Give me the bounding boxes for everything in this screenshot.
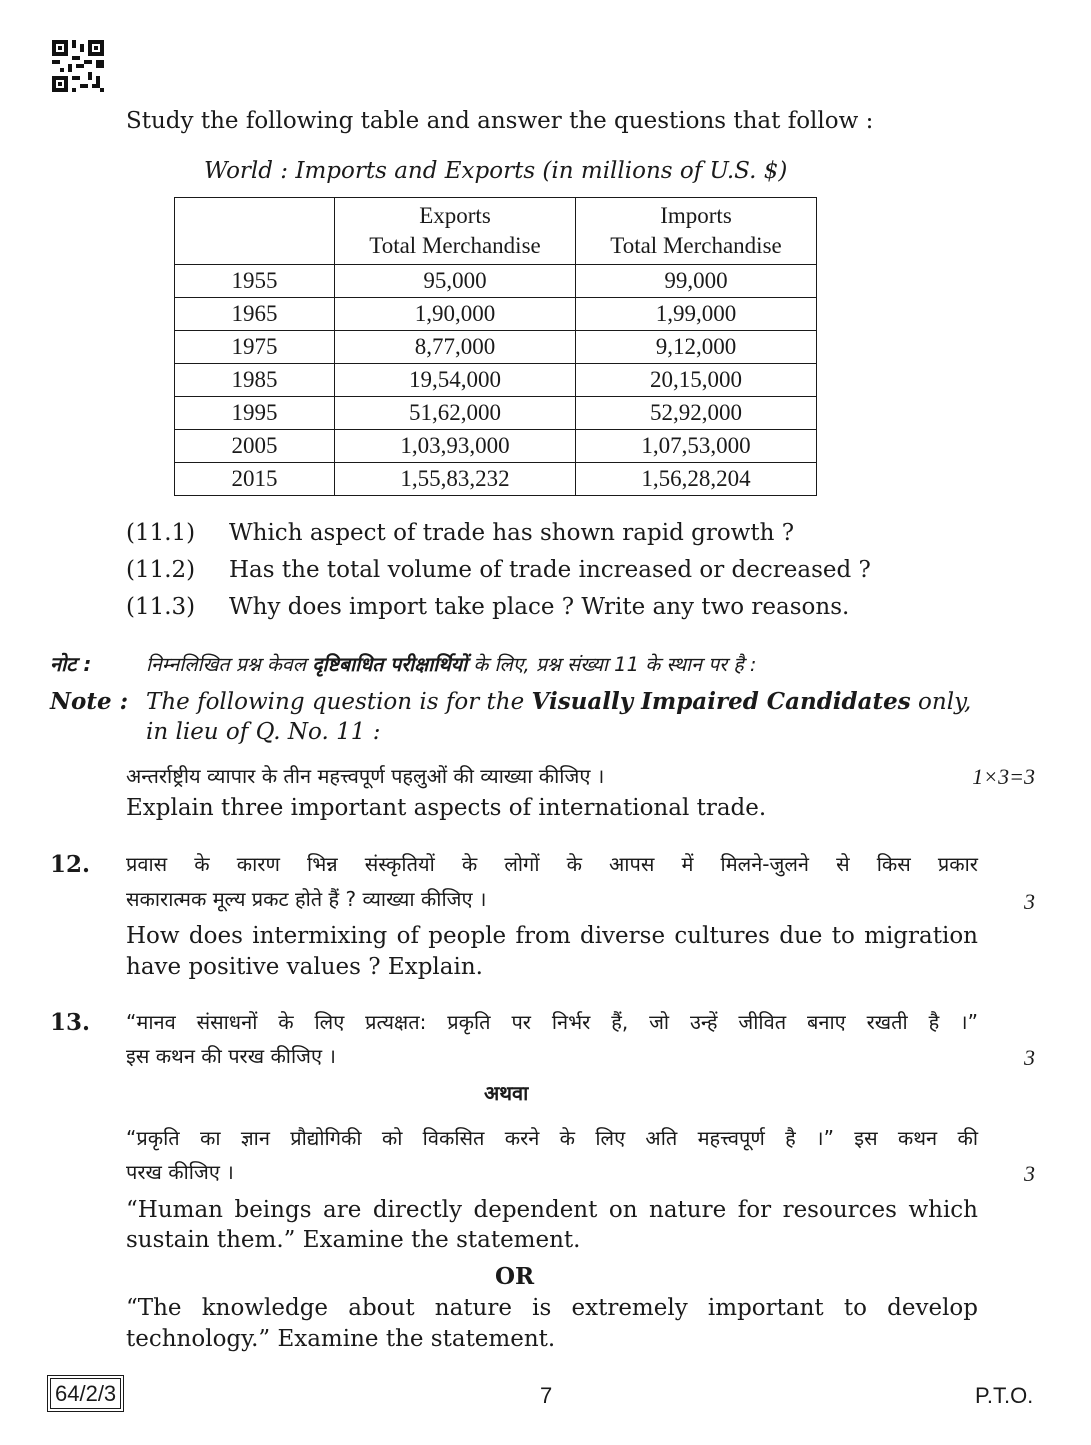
- table-header-imports: Imports Total Merchandise: [576, 198, 817, 265]
- table-row: 2015 1,55,83,232 1,56,28,204: [175, 463, 817, 496]
- page-number: 7: [540, 1383, 553, 1408]
- table-row: 1985 19,54,000 20,15,000: [175, 364, 817, 397]
- subq-text: Which aspect of trade has shown rapid growth ?: [229, 520, 795, 546]
- table-row: 2005 1,03,93,000 1,07,53,000: [175, 430, 817, 463]
- table-header-exports: Exports Total Merchandise: [335, 198, 576, 265]
- table-caption: World : Imports and Exports (in millions of U.S. $): [204, 158, 788, 184]
- table-header-empty: [175, 198, 335, 265]
- subq-num: (11.1): [126, 520, 196, 546]
- note-hi-text: निम्नलिखित प्रश्न केवल दृष्टिबाधित परीक्षार्थियों के लिए, प्रश्न संख्या 11 के स्थान पर है :: [146, 653, 757, 676]
- q13-hi-line2: इस कथन की परख कीजिए ।: [126, 1044, 337, 1068]
- qr-code: [52, 40, 104, 92]
- q13-marks-1: 3: [1024, 1045, 1035, 1070]
- note-en-text: The following question is for the Visually Impaired Candidates only,: [146, 688, 972, 715]
- q12-marks: 3: [1024, 889, 1035, 914]
- q13-en-line2: sustain them.” Examine the statement.: [126, 1227, 581, 1253]
- subq-num: (11.2): [126, 557, 196, 583]
- q13-number: 13.: [50, 1009, 91, 1036]
- paper-code: 64/2/3: [50, 1381, 121, 1407]
- vi-question-hi: अन्तर्राष्ट्रीय व्यापार के तीन महत्त्वपूर्ण पहलुओं की व्याख्या कीजिए ।: [126, 764, 605, 788]
- q12-hi-line2: सकारात्मक मूल्य प्रकट होते हैं ? व्याख्या कीजिए ।: [126, 887, 487, 911]
- q12-en-line2: have positive values ? Explain.: [126, 954, 483, 980]
- table-row: 1955 95,000 99,000: [175, 265, 817, 298]
- table-row: 1995 51,62,000 52,92,000: [175, 397, 817, 430]
- q13-marks-2: 3: [1024, 1161, 1035, 1186]
- q13-en-line3: “The knowledge about nature is extremely important to develop: [126, 1295, 978, 1321]
- table-row: 1965 1,90,000 1,99,000: [175, 298, 817, 331]
- subq-num: (11.3): [126, 594, 196, 620]
- q13-or-hi: अथवा: [484, 1081, 529, 1105]
- q12-number: 12.: [50, 851, 91, 878]
- vi-question-marks: 1×3=3: [972, 764, 1035, 789]
- subq-text: Why does import take place ? Write any two reasons.: [229, 594, 850, 620]
- q13-en-line4: technology.” Examine the statement.: [126, 1326, 556, 1352]
- table-header-row: [175, 198, 817, 265]
- table-row: 1975 8,77,000 9,12,000: [175, 331, 817, 364]
- q13-hi-line3: “प्रकृति का ज्ञान प्रौद्योगिकी को विकसित करने के लिए अति महत्त्वपूर्ण है ।” इस कथन की: [126, 1126, 978, 1150]
- q13-en-line1: “Human beings are directly dependent on nature for resources which: [126, 1197, 978, 1223]
- q12-en-line1: How does intermixing of people from diverse cultures due to migration: [126, 923, 978, 949]
- trade-table: [174, 197, 817, 496]
- note-hi-label: नोट :: [50, 652, 92, 676]
- pto-label: P.T.O.: [975, 1383, 1034, 1408]
- q13-hi-line1: “मानव संसाधनों के लिए प्रत्यक्षत: प्रकृति पर निर्भर हैं, जो उन्हें जीवित बनाए रखती है ।”: [126, 1010, 978, 1034]
- intro-text: Study the following table and answer the questions that follow :: [126, 108, 874, 134]
- subq-text: Has the total volume of trade increased or decreased ?: [229, 557, 871, 583]
- q13-or-en: OR: [495, 1263, 535, 1290]
- q12-hi-line1: प्रवास के कारण भिन्न संस्कृतियों के लोगों के आपस में मिलने-जुलने से किस प्रकार: [126, 852, 978, 876]
- note-en-label: Note :: [50, 688, 129, 715]
- q13-hi-line4: परख कीजिए ।: [126, 1160, 234, 1184]
- note-en-line2: in lieu of Q. No. 11 :: [146, 719, 381, 745]
- vi-question-en: Explain three important aspects of international trade.: [126, 795, 767, 821]
